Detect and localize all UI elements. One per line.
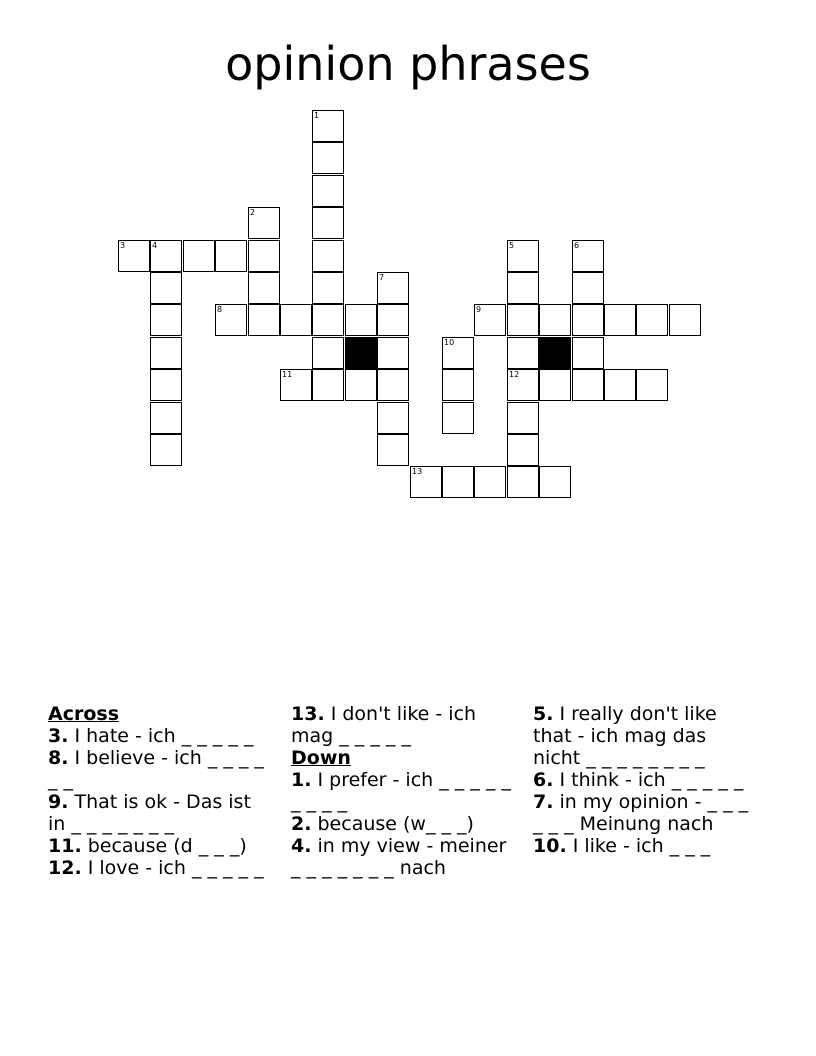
grid-cell[interactable]	[150, 337, 182, 369]
grid-cell[interactable]	[507, 337, 539, 369]
grid-cell[interactable]	[507, 434, 539, 466]
clue-number-label: 9	[476, 305, 482, 314]
grid-cell[interactable]	[442, 369, 474, 401]
grid-cell[interactable]	[604, 369, 636, 401]
clue-across-13: 13. I don't like - ich mag _ _ _ _ _	[291, 703, 477, 747]
grid-cell[interactable]	[507, 402, 539, 434]
grid-cell[interactable]	[539, 304, 571, 336]
grid-cell[interactable]	[118, 240, 150, 272]
grid-cell[interactable]	[248, 272, 280, 304]
grid-cell[interactable]	[312, 337, 344, 369]
grid-cell[interactable]	[312, 207, 344, 239]
clue-number-label: 1	[314, 111, 320, 120]
grid-cell[interactable]	[507, 240, 539, 272]
puzzle-title: opinion phrases	[225, 37, 591, 91]
grid-cell[interactable]	[215, 304, 247, 336]
grid-cell[interactable]	[312, 304, 344, 336]
grid-cell[interactable]	[312, 175, 344, 207]
clue-column-2	[291, 703, 516, 879]
grid-cell[interactable]	[280, 369, 312, 401]
grid-cell[interactable]	[215, 240, 247, 272]
clue-column-1	[48, 703, 268, 879]
grid-cell[interactable]	[377, 402, 409, 434]
clue-number-label: 12	[509, 370, 520, 379]
clue-across-3: 3. I hate - ich _ _ _ _ _	[48, 725, 254, 747]
grid-cell[interactable]	[150, 304, 182, 336]
grid-cell[interactable]	[572, 369, 604, 401]
grid-cell[interactable]	[604, 304, 636, 336]
grid-cell[interactable]	[377, 337, 409, 369]
grid-cell[interactable]	[474, 304, 506, 336]
grid-cell[interactable]	[312, 240, 344, 272]
black-cell	[345, 337, 377, 369]
clue-down-10: 10. I like - ich _ _ _	[533, 835, 711, 857]
grid-cell[interactable]	[442, 466, 474, 498]
clue-number-label: 7	[379, 273, 385, 282]
clue-down-5: 5. I really don't like that - ich mag das nicht _ _ _ _ _ _ _ _	[533, 703, 717, 769]
clue-across-12: 12. I love - ich _ _ _ _ _	[48, 857, 264, 879]
clue-across-11: 11. because (d _ _ _)	[48, 835, 247, 857]
grid-cell[interactable]	[248, 240, 280, 272]
grid-cell[interactable]	[150, 240, 182, 272]
grid-cell[interactable]	[280, 304, 312, 336]
clue-column-3	[533, 703, 758, 857]
grid-cell[interactable]	[377, 304, 409, 336]
grid-cell[interactable]	[474, 466, 506, 498]
grid-cell[interactable]	[572, 337, 604, 369]
grid-cell[interactable]	[507, 466, 539, 498]
grid-cell[interactable]	[539, 466, 571, 498]
grid-cell[interactable]	[248, 304, 280, 336]
grid-cell[interactable]	[312, 142, 344, 174]
grid-cell[interactable]	[377, 434, 409, 466]
clue-number-label: 8	[217, 305, 223, 314]
clue-number-label: 4	[152, 241, 158, 250]
grid-cell[interactable]	[183, 240, 215, 272]
across-heading: Across	[48, 703, 120, 725]
grid-cell[interactable]	[248, 207, 280, 239]
grid-cell[interactable]	[150, 434, 182, 466]
clue-number-label: 11	[282, 370, 293, 379]
grid-cell[interactable]	[312, 369, 344, 401]
grid-cell[interactable]	[507, 272, 539, 304]
grid-cell[interactable]	[312, 110, 344, 142]
grid-cell[interactable]	[539, 369, 571, 401]
down-heading: Down	[291, 747, 351, 769]
clue-number-label: 6	[574, 241, 580, 250]
grid-cell[interactable]	[507, 304, 539, 336]
grid-cell[interactable]	[572, 272, 604, 304]
clue-number-label: 10	[444, 338, 455, 347]
grid-cell[interactable]	[442, 337, 474, 369]
grid-cell[interactable]	[410, 466, 442, 498]
clue-number-label: 5	[509, 241, 515, 250]
clue-number-label: 3	[120, 241, 126, 250]
clue-across-8: 8. I believe - ich _ _ _ _ _ _	[48, 747, 264, 791]
clue-down-1: 1. I prefer - ich _ _ _ _ _ _ _ _ _	[291, 769, 511, 813]
grid-cell[interactable]	[312, 272, 344, 304]
grid-cell[interactable]	[345, 369, 377, 401]
black-cell	[539, 337, 571, 369]
clue-down-4: 4. in my view - meiner _ _ _ _ _ _ _ nach	[291, 835, 507, 879]
grid-cell[interactable]	[345, 304, 377, 336]
grid-cell[interactable]	[442, 402, 474, 434]
grid-cell[interactable]	[669, 304, 701, 336]
grid-cell[interactable]	[150, 272, 182, 304]
grid-cell[interactable]	[572, 304, 604, 336]
grid-cell[interactable]	[572, 240, 604, 272]
clue-down-6: 6. I think - ich _ _ _ _ _	[533, 769, 744, 791]
clue-number-label: 13	[412, 467, 423, 476]
clue-down-7: 7. in my opinion - _ _ _ _ _ _ Meinung nach	[533, 791, 749, 835]
grid-cell[interactable]	[377, 272, 409, 304]
grid-cell[interactable]	[150, 369, 182, 401]
clue-across-9: 9. That is ok - Das ist in _ _ _ _ _ _ _	[48, 791, 251, 835]
clue-number-label: 2	[250, 208, 256, 217]
grid-cell[interactable]	[636, 369, 668, 401]
grid-cell[interactable]	[150, 402, 182, 434]
grid-cell[interactable]	[377, 369, 409, 401]
grid-cell[interactable]	[636, 304, 668, 336]
clue-down-2: 2. because (w_ _ _)	[291, 813, 474, 835]
grid-cell[interactable]	[507, 369, 539, 401]
